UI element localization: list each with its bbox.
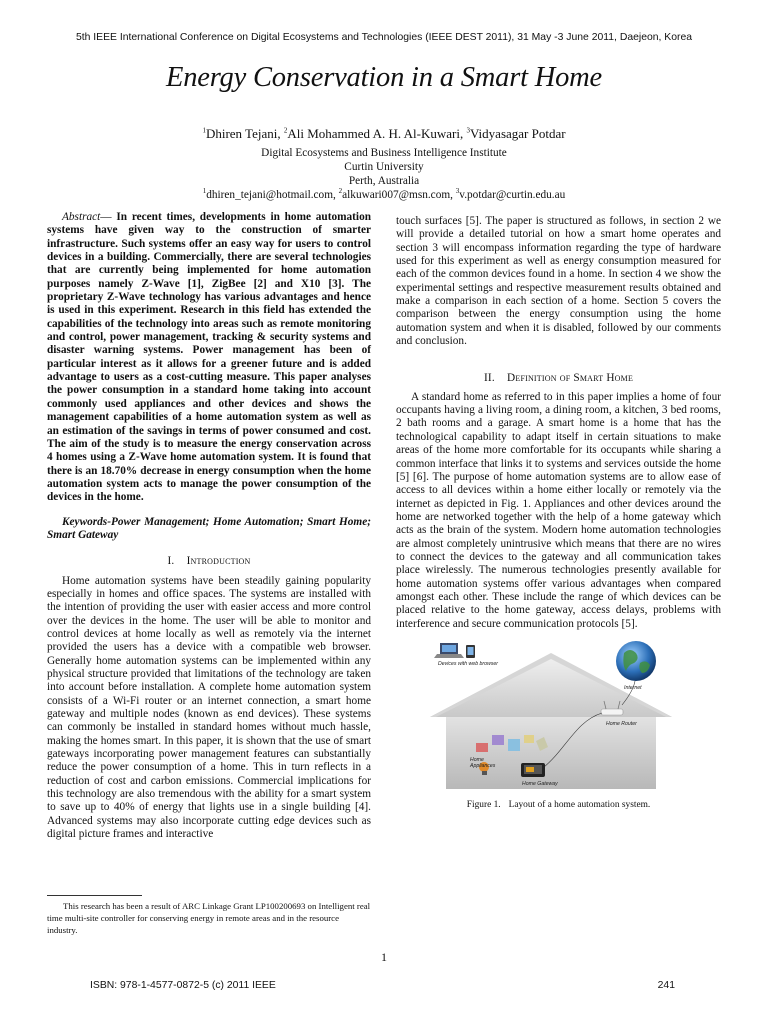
email-3: v.potdar@curtin.edu.au (459, 189, 566, 201)
section-2-number: II. (483, 372, 495, 385)
label-appliances-2: Appliances (470, 762, 496, 769)
affiliation-institute: Digital Ecosystems and Business Intelligence Institute (261, 147, 507, 159)
label-devices: Devices with web browser (438, 660, 498, 667)
phone-icon (466, 645, 475, 658)
email-2-sup: 2 (338, 187, 343, 196)
section-2-title: Definition of Smart Home (507, 372, 634, 385)
author-3-sup: 3 (466, 126, 470, 135)
affiliation-location: Perth, Australia (348, 175, 420, 187)
house-body (446, 717, 656, 789)
author-2-sup: 2 (283, 126, 288, 135)
email-1: dhiren_tejani@hotmail.com, (206, 189, 339, 201)
footnote: This research has been a result of ARC Linkage Grant LP100200693 on Intelligent real time multi-site controller for conserving energy in remote areas and in the resource industry. (47, 901, 371, 935)
footnote-rule (47, 895, 142, 896)
author-1-sup: 1 (202, 126, 206, 135)
section-heading-definition (396, 372, 721, 385)
home-automation-diagram (426, 639, 676, 791)
paper-title: Energy Conservation in a Smart Home (165, 62, 603, 93)
keywords: Keywords-Power Management; Home Automation; Smart Home; Smart Gateway (47, 515, 371, 541)
section-1-number: I. (167, 555, 175, 568)
abstract-dash: — (100, 211, 117, 223)
footer-page-number: 241 (657, 980, 675, 991)
label-router: Home Router (606, 720, 637, 727)
introduction-paragraph: Home automation systems have been steadily gaining popularity especially in homes and office spaces. The systems are installed with the intention of providing the user with easier access and more control over the devices in the home. The user will be able to monitor and control devices at home locally as well as remotely via the internet provided the users has a device with a compatible web browser. Generally home automation systems can be implemented within any physical structure provided that limitations of the technology are taken into account before installation. A complete home automation system consists of a Wi-Fi router or an internet connection, a smart home gateway and multiple nodes (known as end devices). These systems can commonly be installed in standard homes without much hassle, making the homes smart. In this paper, it is shown that the use of smart gateways incorporating power management features can substantially reduce the power consumption of a home. This in turn reflects in a reduction of cost and carbon emissions. Commercial implications for this technology are also tremendous with the ability for a smart system to save up to 40% of energy that lights use in a single building [4]. Advanced systems may also incorporate cutting edge devices such as digital picture frames and interactive (47, 574, 371, 841)
author-2-name: Ali Mohammed A. H. Al-Kuwari, (287, 126, 467, 141)
right-column (396, 215, 721, 812)
figure-caption-number: Figure 1. (466, 799, 501, 810)
email-2: alkuwari007@msn.com, (342, 189, 456, 201)
abstract-text: In recent times, developments in home automation systems have given way to the construction of smarter infrastructure. Such systems offer an easy way for users to control devices in a building. Commercially, there are several technologies that are currently being implemented for home automation purposes namely Z-Wave [1], ZigBee [2] and X10 [3]. The proprietary Z-Wave technology has various advantages and hence is used in this experiment. Research in this field has extended the capabilities of the technology into areas such as remote monitoring and control, power management, tracking & security systems and disaster warning systems. Power management has been of particular interest as it allows for a greener future and is added advantage to users as a cost-cutting measure. This paper analyses the power consumption in a standard home taking into account commonly used appliances and other devices and shows the management capabilities of a home automation system as well as an estimation of the savings in terms of power consumed and cost. The aim of the study is to measure the energy conservation across 4 homes using a Z-Wave home automation system. It is found that there is an 18.70% decrease in energy consumption when the home automation system acts to manage the power consumption of the devices in the home. (47, 211, 371, 504)
section-heading-introduction (47, 555, 371, 568)
author-1-name: Dhiren Tejani, (205, 126, 284, 141)
laptop-icon (434, 643, 464, 658)
label-internet: Internet (624, 684, 642, 691)
label-gateway: Home Gateway (522, 780, 558, 787)
figure-caption-text: Layout of a home automation system. (508, 799, 651, 810)
abstract-paragraph (47, 211, 371, 505)
author-list (0, 126, 768, 142)
figure-caption (396, 799, 721, 812)
label-appliances-1: Home (470, 756, 484, 763)
introduction-continuation: touch surfaces [5]. The paper is structured as follows, in section 2 we will provide a detailed tutorial on how a smart home operates and section 3 will encompass information regarding the type of hardware used for this experiment as well as energy consumption measured for each of the common devices found in a home. In section 4 we show the experimental settings and respective measurement results obtained and make a comparison in each section of a home. Section 5 covers the comparison between the energy consumption using the home automation system and when it is disabled, followed by our comments and conclusion. (396, 215, 721, 348)
conference-header: 5th IEEE International Conference on Digital Ecosystems and Technologies (IEEE DEST 2011), 31 May -3 June 2011, Daejeon, Korea (75, 32, 693, 43)
abstract-label: Abstract (62, 211, 101, 223)
gateway-icon (521, 763, 545, 777)
figure-1 (396, 639, 721, 797)
section-1-title: Introduction (186, 555, 251, 568)
author-3-name: Vidyasagar Potdar (469, 126, 566, 141)
affiliation-emails (0, 189, 768, 201)
page-number: 1 (381, 950, 387, 964)
footer-isbn: ISBN: 978-1-4577-0872-5 (c) 2011 IEEE (90, 980, 276, 991)
definition-paragraph: A standard home as referred to in this paper implies a home of four occupants having a living room, a dining room, a kitchen, 3 bed rooms, 2 bath rooms and a garage. A smart home is a home that has the technological capability to adapt itself in certain situations to make areas of the home more comfortable for its occupants while sharing a common interface that links it to systems and services outside the home [5] [6]. The purpose of home automation systems are to allow ease of access to all devices within a home either locally or remotely via the internet as depicted in Fig. 1. Appliances and other devices around the home are networked together with the help of a home gateway which acts as the brain of the system. Modern home automation technologies are almost completely unintrusive which means that there are no wires to connect the devices to the gateway and all communication takes place wirelessly. The numerous technologies presently available for home automation systems offer various advantages when compared amongst each other. These include the range of which devices can be placed relative to the home gateway, access delays, problems with interference and secure communication protocols [5]. (396, 390, 721, 630)
email-3-sup: 3 (455, 187, 460, 196)
left-column (47, 211, 371, 841)
email-1-sup: 1 (202, 187, 207, 196)
affiliation-university: Curtin University (344, 161, 424, 173)
